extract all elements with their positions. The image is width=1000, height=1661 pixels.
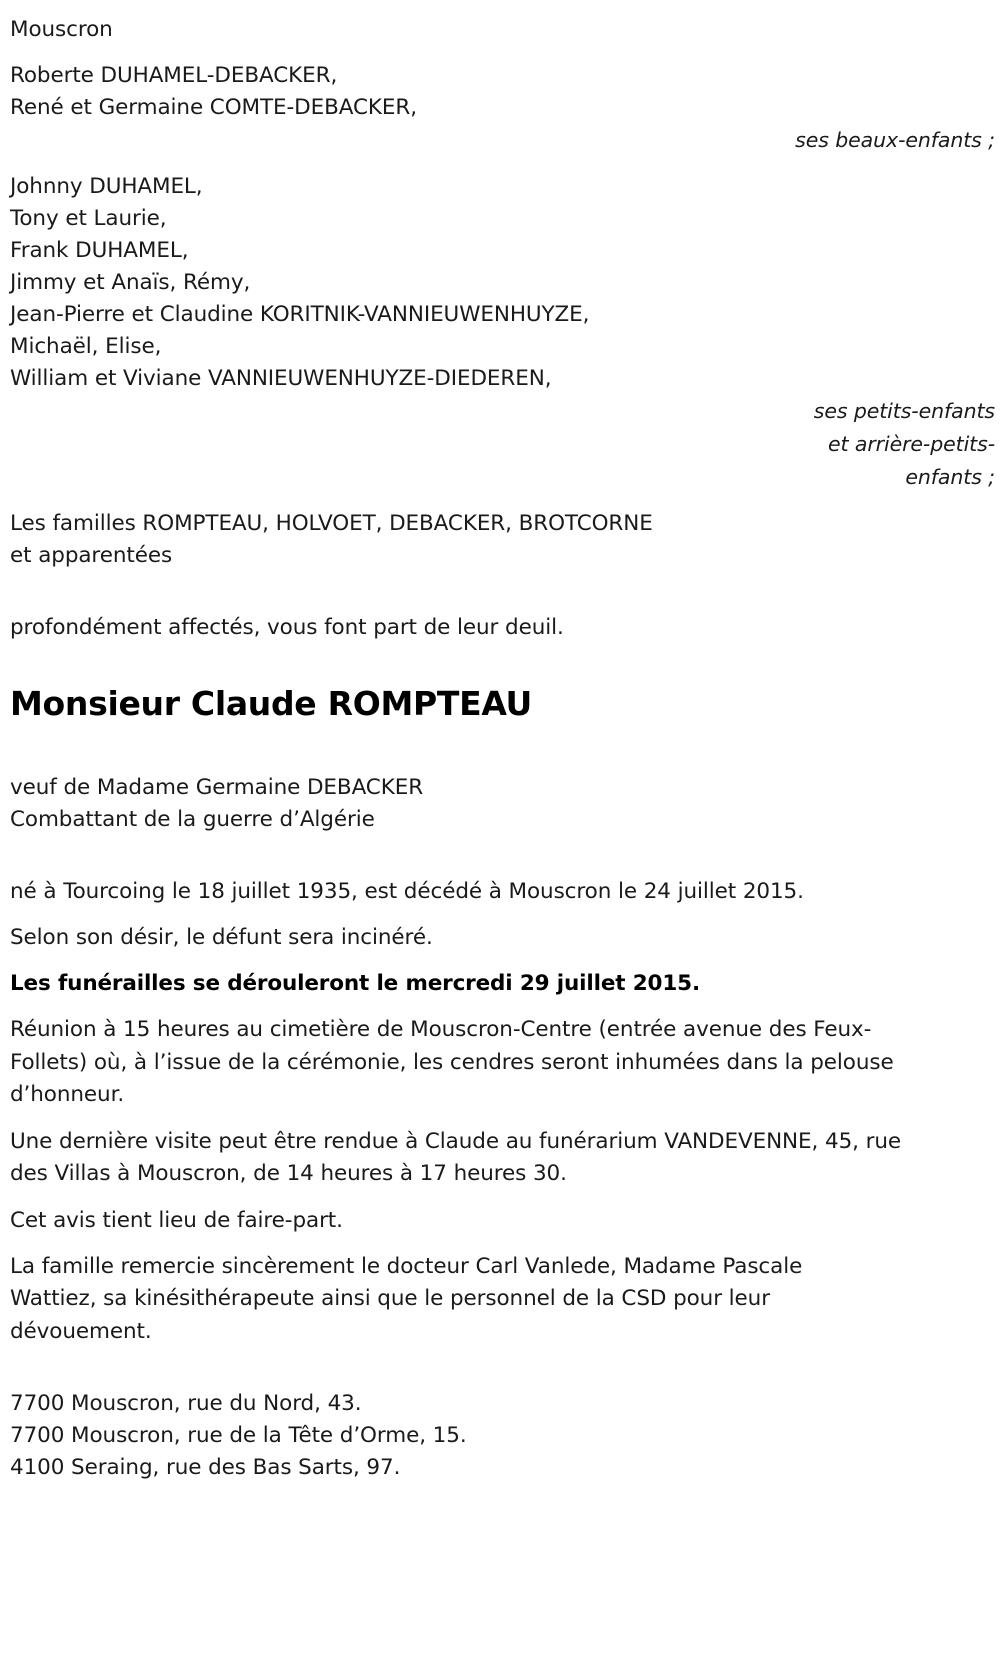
funeral-date-line: Les funérailles se dérouleront le mercredi 29 juillet 2015. bbox=[10, 971, 700, 996]
petits-enfants-caption bbox=[10, 395, 995, 494]
petits-enfants-name: Jimmy et Anaïs, Rémy, bbox=[10, 270, 251, 295]
petits-enfants-caption-line: ses petits-enfants bbox=[813, 399, 995, 423]
spacer bbox=[10, 724, 995, 772]
subtitle-group bbox=[10, 772, 995, 836]
petits-enfants-name: Jean-Pierre et Claudine KORITNIK-VANNIEUWENHUYZE, bbox=[10, 302, 590, 327]
spacer bbox=[10, 157, 995, 171]
petits-enfants-caption-line: enfants ; bbox=[905, 465, 995, 489]
announcement-text: profondément affectés, vous font part de leur deuil. bbox=[10, 615, 564, 640]
beaux-enfants-caption: ses beaux-enfants ; bbox=[795, 128, 995, 152]
birth-death-line: né à Tourcoing le 18 juillet 1935, est décédé à Mouscron le 24 juillet 2015. bbox=[10, 879, 804, 904]
families-line: Les familles ROMPTEAU, HOLVOET, DEBACKER, BROTCORNE bbox=[10, 511, 653, 536]
faire-part-line: Cet avis tient lieu de faire-part. bbox=[10, 1207, 343, 1233]
cremation-line: Selon son désir, le défunt sera incinéré. bbox=[10, 925, 433, 950]
petits-enfants-name: Johnny DUHAMEL, bbox=[10, 174, 203, 199]
spacer bbox=[10, 572, 995, 612]
address-line: 4100 Seraing, rue des Bas Sarts, 97. bbox=[10, 1455, 401, 1480]
spacer bbox=[10, 46, 995, 60]
spacer bbox=[10, 908, 995, 922]
spacer bbox=[10, 836, 995, 876]
spacer bbox=[10, 1237, 995, 1251]
families-group bbox=[10, 508, 995, 572]
locality-header: Mouscron bbox=[10, 17, 113, 42]
petits-enfants-caption-line: et arrière-petits- bbox=[827, 432, 995, 456]
petits-enfants-group bbox=[10, 171, 995, 494]
petits-enfants-name: William et Viviane VANNIEUWENHUYZE-DIEDEREN, bbox=[10, 366, 552, 391]
spacer bbox=[10, 1112, 995, 1126]
deceased-name-title: Monsieur Claude ROMPTEAU bbox=[10, 684, 533, 723]
petits-enfants-name: Michaël, Elise, bbox=[10, 334, 162, 359]
spacer bbox=[10, 494, 995, 508]
spacer bbox=[10, 1348, 995, 1388]
spacer bbox=[10, 644, 995, 684]
spacer bbox=[10, 1000, 995, 1014]
petits-enfants-name: Frank DUHAMEL, bbox=[10, 238, 189, 263]
address-line: 7700 Mouscron, rue de la Tête d’Orme, 15. bbox=[10, 1423, 467, 1448]
notice-body bbox=[10, 14, 995, 1484]
families-line: et apparentées bbox=[10, 543, 173, 568]
spacer bbox=[10, 1191, 995, 1205]
subtitle-line: veuf de Madame Germaine DEBACKER bbox=[10, 775, 424, 800]
thanks-paragraph: La famille remercie sincèrement le docteur Carl Vanlede, Madame Pascale Wattiez, sa kinésithérapeute ainsi que le personnel de la CSD pour leur dévouement. bbox=[10, 1253, 803, 1344]
subtitle-line: Combattant de la guerre d’Algérie bbox=[10, 807, 375, 832]
beaux-enfants-group bbox=[10, 60, 995, 157]
visit-paragraph: Une dernière visite peut être rendue à Claude au funérarium VANDEVENNE, 45, rue des Villas à Mouscron, de 14 heures à 17 heures 30. bbox=[10, 1128, 902, 1186]
petits-enfants-name: Tony et Laurie, bbox=[10, 206, 167, 231]
addresses-group bbox=[10, 1388, 995, 1484]
beaux-enfants-name: Roberte DUHAMEL-DEBACKER, bbox=[10, 63, 338, 88]
spacer bbox=[10, 954, 995, 968]
ceremony-paragraph: Réunion à 15 heures au cimetière de Mouscron-Centre (entrée avenue des Feux-Follets) où, à l’issue de la cérémonie, les cendres seront inhumées dans la pelouse d’honneur. bbox=[10, 1017, 894, 1107]
beaux-enfants-name: René et Germaine COMTE-DEBACKER, bbox=[10, 95, 417, 120]
address-line: 7700 Mouscron, rue du Nord, 43. bbox=[10, 1391, 362, 1416]
